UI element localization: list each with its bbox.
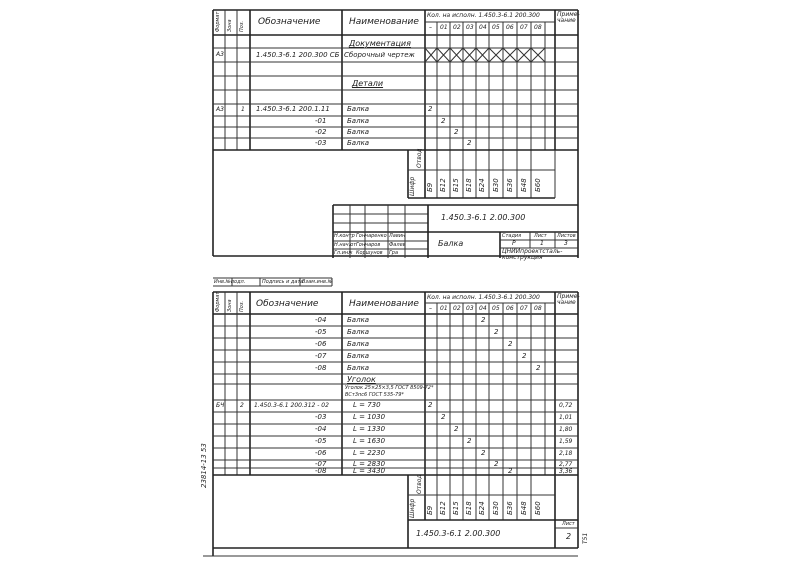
row-qty: 2: [454, 128, 459, 136]
listov-value: 3: [564, 240, 568, 247]
variant-header: 05: [492, 24, 500, 31]
doc-row-crosses: [425, 48, 545, 62]
variant-header: 05: [492, 305, 500, 312]
staff-role: Н.контр: [334, 233, 355, 239]
row-qty: 2: [522, 352, 527, 360]
row-name: Балка: [347, 128, 370, 136]
row-format: А3: [216, 106, 224, 113]
row-code: -04: [315, 316, 327, 324]
shifr-value: Б60: [534, 178, 542, 192]
col-poz-label: Поз.: [239, 300, 245, 312]
section-details: Детали: [352, 79, 384, 88]
row-name: Балка: [347, 139, 370, 147]
shifr-value: Б36: [506, 178, 514, 192]
row-qty: 2: [467, 437, 472, 445]
ugolok-heading: Уголок: [347, 375, 376, 384]
shifr-value: Б9: [426, 182, 434, 192]
row-code: -03: [315, 139, 327, 147]
shifr-value: Б12: [439, 178, 447, 192]
row-name: L = 1030: [353, 413, 386, 421]
row-format: БЧ: [216, 402, 225, 409]
shifr-value: Б30: [492, 178, 500, 192]
variant-header: 04: [479, 24, 487, 31]
col-format-label: Формат: [215, 11, 221, 32]
staff-name: Гончаров: [356, 242, 381, 248]
row-name: Балка: [347, 352, 370, 360]
row-qty: 2: [441, 117, 446, 125]
variant-header: 07: [520, 24, 528, 31]
col-naimenovanie-header: Наименование: [349, 299, 419, 309]
variant-header: 01: [440, 305, 448, 312]
col-naimenovanie-header: Наименование: [349, 17, 419, 27]
ugolok-spec-1: Уголок 25×25×3,5 ГОСТ 8509-72*: [345, 385, 434, 391]
listov-label: Листов: [557, 233, 576, 239]
row-name: Балка: [347, 328, 370, 336]
row-poz: 1: [241, 106, 245, 113]
variant-header: 06: [506, 24, 514, 31]
row-mass: 0,72: [559, 402, 573, 409]
side-note: 23814-13 53: [200, 443, 208, 488]
row-code: -04: [315, 425, 327, 433]
staff-name: Коршунов: [356, 250, 383, 256]
variant-header: 02: [453, 305, 461, 312]
shifr-value: Б18: [465, 501, 473, 515]
shifr-value: Б24: [478, 178, 486, 192]
variant-header: 08: [534, 24, 542, 31]
row-qty: 2: [508, 340, 513, 348]
row-qty: 2: [428, 401, 433, 409]
variant-header: –: [429, 24, 432, 31]
variant-header: 04: [479, 305, 487, 312]
variant-header: 03: [466, 24, 474, 31]
row-code: -06: [315, 449, 327, 457]
doc-code: 1.450.3-6.1 200.300 СБ: [256, 51, 340, 59]
col-zone-label: Зона: [227, 299, 233, 312]
doc-name: Сборочный чертеж: [344, 51, 415, 59]
shifr-value: Б36: [506, 501, 514, 515]
list-number: 2: [566, 532, 572, 541]
variant-header: 01: [440, 24, 448, 31]
row-qty: 2: [494, 328, 499, 336]
footer-code: 1.450.3-6.1 2.00.300: [416, 529, 501, 538]
row-name: Балка: [347, 117, 370, 125]
ugolok-spec-2: ВСт3пс6 ГОСТ 535-79*: [345, 392, 404, 398]
otvod-label: Отвод: [416, 148, 423, 168]
col-format-label: Формат: [215, 291, 221, 312]
col-oboznachenie-header: Обозначение: [256, 299, 319, 309]
row-qty: 2: [481, 449, 486, 457]
row-name: Балка: [347, 340, 370, 348]
row-code: -03: [315, 413, 327, 421]
row-qty: 2: [454, 425, 459, 433]
staff-sign: Гра: [389, 250, 399, 256]
variant-header: –: [429, 305, 432, 312]
row-name: Балка: [347, 105, 370, 113]
row-mass: 3,36: [559, 468, 573, 475]
row-code: -05: [315, 328, 327, 336]
shifr-value: Б9: [426, 505, 434, 515]
shifr-value: Б24: [478, 501, 486, 515]
row-qty: 2: [508, 467, 513, 475]
corner-mark: Т51: [582, 532, 589, 544]
row-code: -07: [315, 460, 327, 468]
row-code: 1.450.3-6.1 200.312 - 02: [254, 402, 329, 409]
row-qty: 2: [467, 139, 472, 147]
row-mass: 1,80: [559, 426, 573, 433]
row-name: L = 1630: [353, 437, 386, 445]
variant-header: 07: [520, 305, 528, 312]
title-name: Балка: [438, 239, 464, 248]
shifr-value: Б48: [520, 178, 528, 192]
row-name: L = 2230: [353, 449, 386, 457]
row-code: -06: [315, 340, 327, 348]
list-label: Лист: [562, 521, 575, 527]
row-poz: 2: [240, 402, 244, 409]
shifr-value: Б12: [439, 501, 447, 515]
row-code: 1.450.3-6.1 200.1.11: [256, 105, 330, 113]
staff-role: Н.нач.от: [334, 242, 357, 248]
col-oboznachenie-header: Обозначение: [258, 17, 321, 27]
shifr-value: Б18: [465, 178, 473, 192]
row-qty: 2: [428, 105, 433, 113]
shifr-value: Б30: [492, 501, 500, 515]
variant-header: 06: [506, 305, 514, 312]
row-qty: 2: [494, 460, 499, 468]
row-code: -07: [315, 352, 327, 360]
shifr-value: Б15: [452, 178, 460, 192]
variant-header: 03: [466, 305, 474, 312]
col-qty-header: Кол. на исполн. 1.450.3-6.1 200.300: [427, 12, 540, 19]
row-mass: 2,18: [559, 450, 573, 457]
col-poz-label: Поз.: [239, 20, 245, 32]
row-qty: 2: [441, 413, 446, 421]
row-name: L = 2830: [353, 460, 386, 468]
row-code: -02: [315, 128, 327, 136]
shifr-label: Шифр: [409, 498, 416, 518]
col-qty-header: Кол. на испoлн. 1.450.3-6.1 200.300: [427, 294, 540, 301]
stadia-label: Стадия: [502, 233, 522, 239]
row-mass: 1,01: [559, 414, 573, 421]
row-code: -01: [315, 117, 327, 125]
row-mass: 2,77: [559, 461, 573, 468]
strip-inv: Инв.№подл.: [214, 279, 246, 285]
strip-sign: Подпись и дата: [262, 279, 304, 285]
doc-format: А3: [216, 51, 224, 58]
row-code: -08: [315, 467, 327, 475]
row-name: L = 730: [353, 401, 381, 409]
otvod-label: Отвод: [416, 474, 423, 494]
staff-sign: Фалев: [389, 242, 406, 248]
variant-header: 02: [453, 24, 461, 31]
row-name: L = 3430: [353, 467, 386, 475]
strip-vzam: Взам.инв.№: [302, 279, 333, 285]
shifr-value: Б48: [520, 501, 528, 515]
shifr-value: Б15: [452, 501, 460, 515]
shifr-value: Б60: [534, 501, 542, 515]
org-name: ЦНИИпроектсталь- конструкция: [502, 248, 563, 261]
row-qty: 2: [536, 364, 541, 372]
row-name: Балка: [347, 316, 370, 324]
row-code: -08: [315, 364, 327, 372]
stadia-value: Р: [512, 240, 516, 247]
row-code: -05: [315, 437, 327, 445]
staff-role: Гл.инж: [334, 250, 353, 256]
row-name: Балка: [347, 364, 370, 372]
variant-header: 08: [534, 305, 542, 312]
row-name: L = 1330: [353, 425, 386, 433]
row-qty: 2: [481, 316, 486, 324]
staff-sign: Лавин: [389, 233, 406, 239]
col-remark-header: Приме- чание: [557, 11, 580, 24]
col-zone-label: Зона: [227, 19, 233, 32]
row-mass: 1,59: [559, 438, 573, 445]
col-remark-header: Приме- чание: [557, 293, 580, 306]
list-value: 1: [540, 240, 544, 247]
staff-name: Гончаренко: [356, 233, 387, 239]
list-label: Лист: [534, 233, 547, 239]
section-documentation: Документация: [349, 39, 411, 48]
shifr-label: Шифр: [409, 176, 416, 196]
title-code: 1.450.3-6.1 2.00.300: [441, 213, 526, 222]
